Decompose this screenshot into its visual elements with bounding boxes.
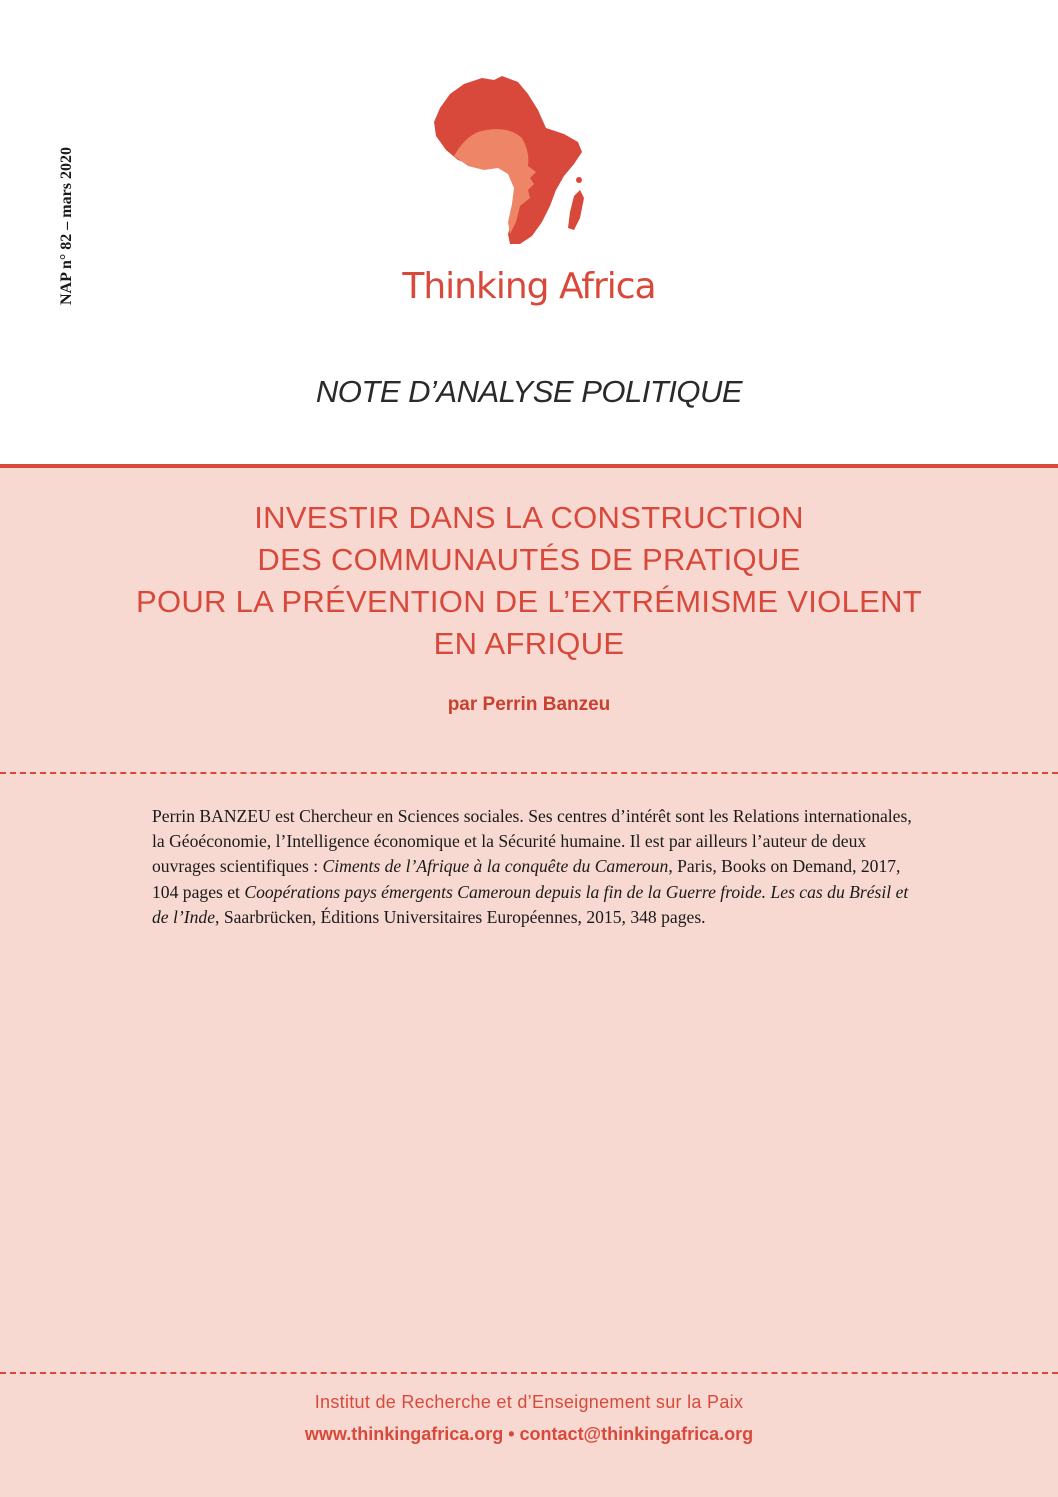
bio-text: Perrin BANZEU est Chercheur en Sciences sociales. Ses centres d’intérêt sont les Relations internationales, la Géoéconomie, l’Intelligence économique et la Sécurité humaine. Il est par ailleurs l’auteur de deux ouvrages scientifiques : (152, 806, 912, 877)
title-line: INVESTIR DANS LA CONSTRUCTION (254, 500, 804, 535)
email-link[interactable]: contact@thinkingafrica.org (519, 1424, 754, 1444)
bio-text: , Saarbrücken, Éditions Universitaires Européennes, 2015, 348 pages. (215, 906, 706, 927)
website-link[interactable]: www.thinkingafrica.org (304, 1424, 504, 1444)
title-line: DES COMMUNAUTÉS DE PRATIQUE (257, 542, 801, 577)
bio-text: , Paris, Books on Demand, 2017, 104 pages et (152, 856, 901, 902)
header-area (0, 0, 1058, 465)
book-title: Coopérations pays émergents Cameroun depuis la fin de la Guerre froide. Les cas du Brésil et de l’Inde (152, 881, 909, 927)
title-line: EN AFRIQUE (433, 626, 625, 661)
footer-contact (0, 1424, 1058, 1445)
institute-name: Institut de Recherche et d’Enseignement sur la Paix (314, 1392, 744, 1412)
dashed-divider (0, 1372, 1058, 1374)
separator: • (503, 1424, 520, 1444)
issue-label: NAP n° 82 – mars 2020 (58, 147, 75, 305)
document-title (0, 497, 1058, 665)
brand-name: Thinking Africa (402, 266, 656, 307)
title-line: POUR LA PRÉVENTION DE L’EXTRÉMISME VIOLENT (135, 584, 923, 619)
africa-profile-logo-icon (424, 72, 600, 248)
book-title: Ciments de l’Afrique à la conquête du Cameroun (322, 856, 669, 877)
dashed-divider (0, 772, 1058, 774)
author-byline: par Perrin Banzeu (447, 694, 611, 715)
author-bio (152, 804, 912, 930)
document-type: NOTE D’ANALYSE POLITIQUE (315, 374, 743, 409)
